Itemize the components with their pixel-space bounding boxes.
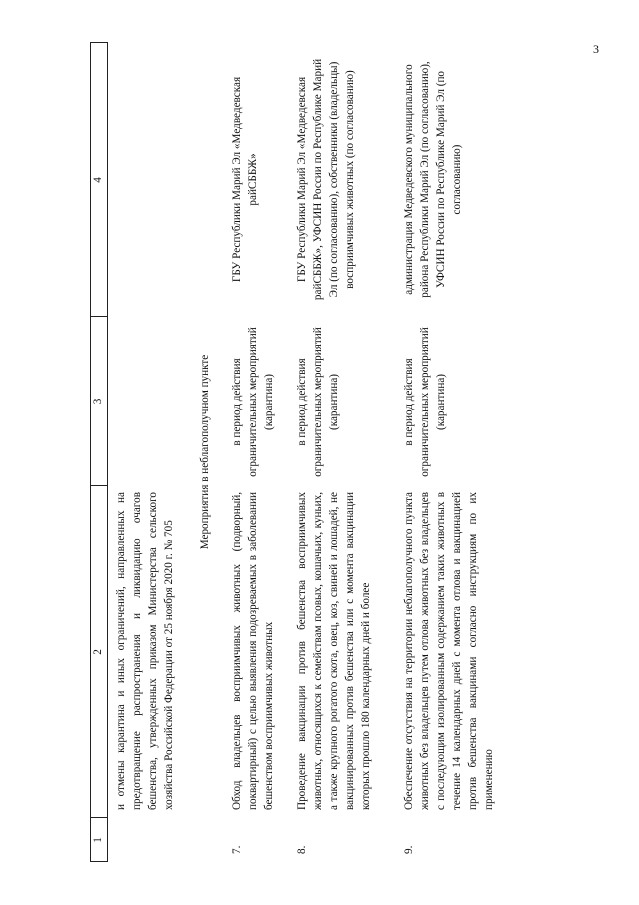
rotated-table-sheet (90, 42, 610, 862)
page-number: 3 (593, 42, 599, 56)
header-col-2: 2 (92, 649, 104, 655)
continuation-text: и отмены карантина и иных ограничений, направленных на предотвращение распространения и ликвидацию очагов бешенства, утвержденных приказом Министерства сельского хозяйства Российской Федерации от 25 ноября 2020 г. № 705 (115, 492, 175, 810)
row-executor: ГБУ Республики Марий Эл «Медведевская райСББЖ» (231, 76, 259, 283)
header-col-1: 1 (92, 837, 104, 843)
header-bottom-border (107, 42, 108, 862)
row-number: 8. (296, 845, 308, 854)
row-term: в период действия ограничительных мероприятий (карантина) (296, 327, 340, 477)
row-measure: Обеспечение отсутствия на территории неблагополучного пункта животных без владельцев путем отлова животных без владельцев с последующим изолированным содержанием таких животных в течение 14 календарных дней с момента отлова и вакцинацией против бешенства вакцинами согласно инструкциям по их применению (403, 492, 495, 810)
row-term: в период действия ограничительных мероприятий (карантина) (231, 327, 275, 477)
row-measure: Обход владельцев восприимчивых животных (подворный, поквартирный) с целью выявления подозреваемых в заболевании бешенством восприимчивых животных (231, 492, 275, 810)
section-title: Мероприятия в неблагополучном пункте (199, 354, 211, 550)
header-col-3: 3 (92, 398, 104, 405)
row-number: 7. (231, 845, 243, 854)
row-number: 9. (403, 845, 415, 854)
header-col-4: 4 (92, 177, 104, 183)
row-term: в период действия ограничительных мероприятий (карантина) (403, 327, 447, 477)
row-executor: администрация Медведевского муниципального района Республики Марий Эл (по согласованию), УФСИН России по Республике Марий Эл (по согласованию) (403, 61, 463, 298)
row-executor: ГБУ Республики Марий Эл «Медведевская райСББЖ», УФСИН России по Республике Марий Эл (по согласованию), собственники (владельцы) восприимчивых животных (по согласованию) (296, 58, 356, 301)
row-measure: Проведение вакцинации против бешенства восприимчивых животных, относящихся к семействам псовых, кошачьих, куньих, а также крупного рогатого скота, овец, коз, свиней и лошадей, не вакцинированных против бешенства или с момента вакцинации которых прошло 180 календарных дней и более (296, 492, 372, 810)
